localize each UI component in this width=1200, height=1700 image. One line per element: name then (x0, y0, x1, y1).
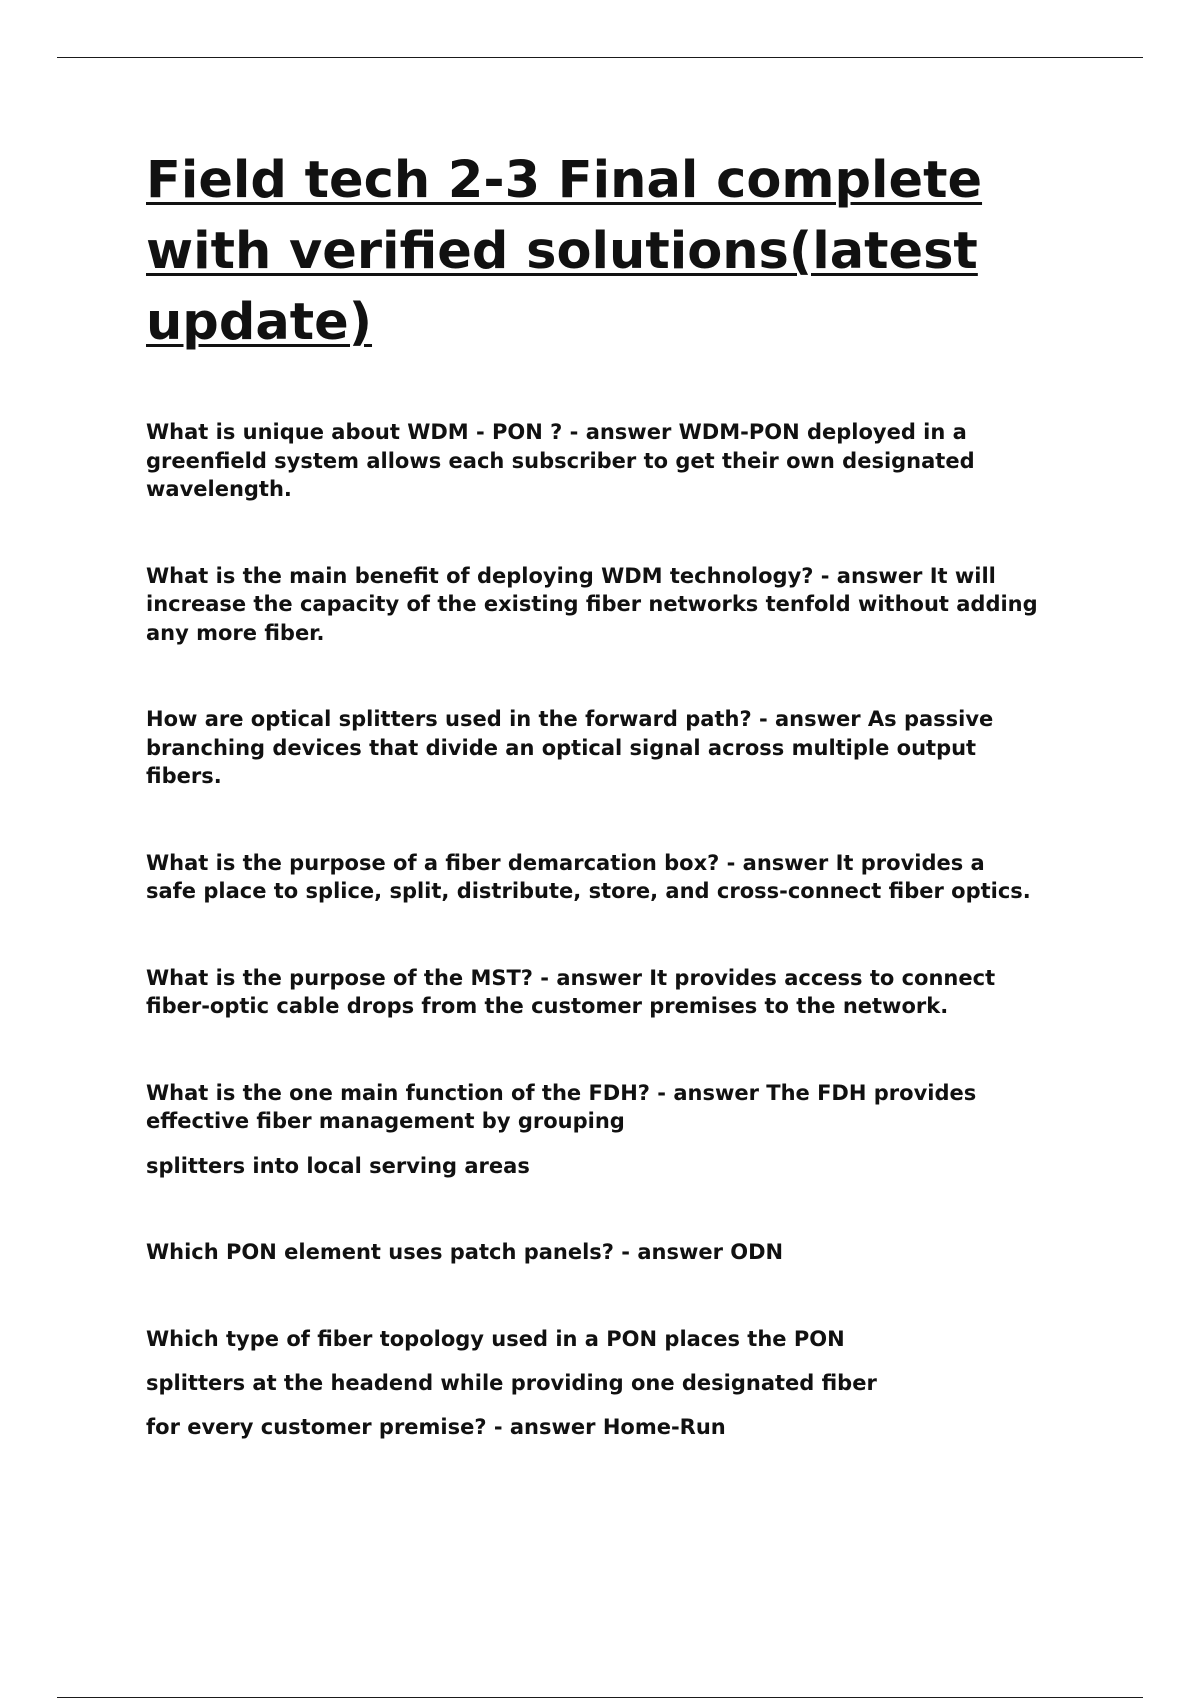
qa-line: Which type of fiber topology used in a PON places the PON (146, 1326, 845, 1351)
qa-item-wdm-pon (146, 418, 1106, 504)
qa-item-fiber-topology (146, 1317, 1106, 1449)
qa-line: What is unique about WDM - PON ? - answer WDM-PON deployed in a (146, 420, 967, 444)
qa-line: branching devices that divide an optical signal across multiple output (146, 735, 977, 760)
qa-line: splitters into local serving areas (146, 1153, 530, 1178)
qa-line: effective fiber management by grouping (146, 1109, 625, 1133)
document-title: Field tech 2-3 Final complete with verified solutions(latest update) (146, 151, 983, 352)
line-gap (146, 1136, 1106, 1152)
qa-item-mst (146, 964, 1106, 1021)
qa-line: any more fiber. (146, 620, 325, 645)
qa-line: safe place to splice, split, distribute, store, and cross-connect fiber optics. (146, 879, 1031, 903)
qa-line: Which PON element uses patch panels? - answer ODN (146, 1240, 784, 1264)
qa-line: splitters at the headend while providing one designated fiber (146, 1370, 877, 1395)
qa-line: wavelength. (146, 477, 292, 501)
document-body (146, 145, 1106, 1449)
bottom-divider (57, 1697, 1143, 1698)
qa-item-fdh (146, 1079, 1106, 1181)
qa-line: What is the purpose of a fiber demarcation box? - answer It provides a (146, 850, 985, 875)
qa-item-wdm-benefit (146, 562, 1106, 648)
qa-item-optical-splitters (146, 705, 1106, 791)
qa-line: increase the capacity of the existing fiber networks tenfold without adding (146, 592, 1038, 616)
qa-item-demarcation-box (146, 849, 1106, 906)
qa-line: greenfield system allows each subscriber to get their own designated (146, 448, 975, 473)
qa-line: What is the main benefit of deploying WDM technology? - answer It will (146, 563, 996, 588)
qa-line: What is the one main function of the FDH? - answer The FDH provides (146, 1080, 977, 1105)
qa-line: What is the purpose of the MST? - answer It provides access to connect (146, 965, 996, 990)
top-divider (57, 57, 1143, 58)
qa-item-patch-panels (146, 1238, 1106, 1267)
qa-list (146, 418, 1106, 1449)
qa-line: for every customer premise? - answer Home-Run (146, 1414, 726, 1439)
qa-line: fiber-optic cable drops from the customer premises to the network. (146, 994, 949, 1018)
qa-line: fibers. (146, 764, 222, 788)
qa-line: How are optical splitters used in the forward path? - answer As passive (146, 707, 994, 731)
